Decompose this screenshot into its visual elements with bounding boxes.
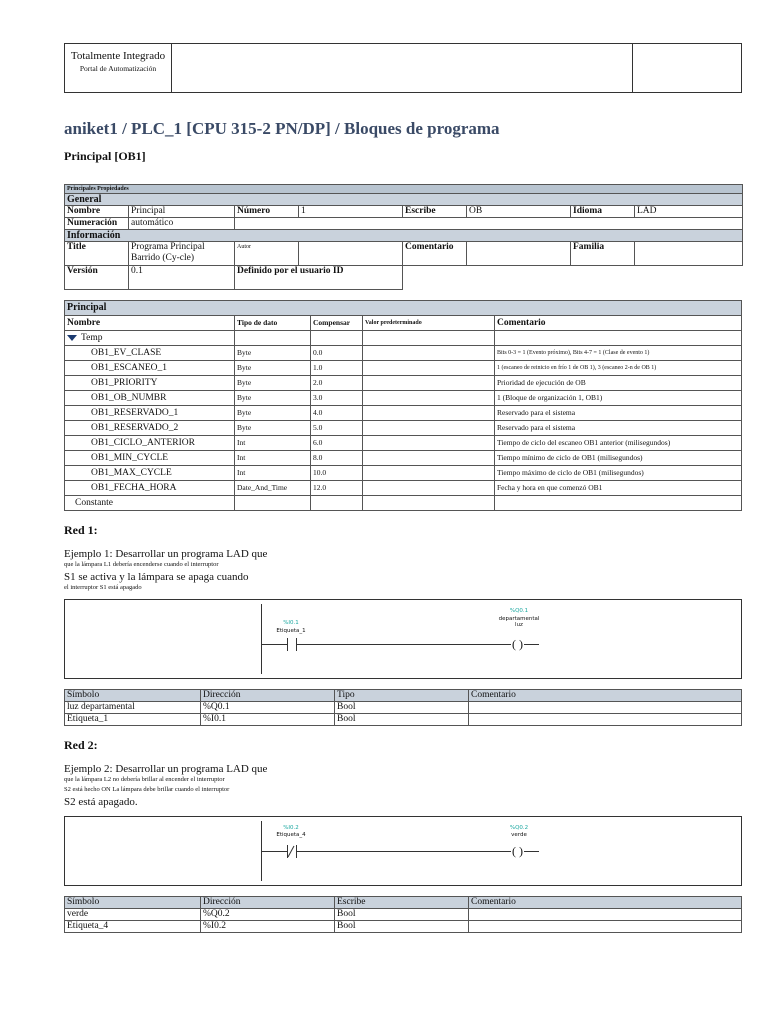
table-row — [65, 451, 742, 466]
var-default-cell — [363, 391, 495, 406]
expand-triangle-icon[interactable] — [67, 335, 77, 341]
var-default-cell — [363, 481, 495, 496]
page-title: aniket1 / PLC_1 [CPU 315-2 PN/DP] / Bloques de programa — [64, 119, 500, 138]
address-cell: %I0.2 — [201, 921, 335, 933]
var-name-cell: OB1_MAX_CYCLE — [65, 466, 235, 481]
symbol-cell: Etiqueta_1 — [65, 714, 201, 726]
coil-tag: verde — [511, 832, 527, 838]
var-comment-cell: Tiempo máximo de ciclo de OB1 (milisegundos) — [495, 466, 742, 481]
address-cell: %Q0.1 — [201, 702, 335, 714]
properties-bar: Principales Propiedades — [65, 185, 743, 194]
temp-section-toggle[interactable] — [65, 331, 235, 346]
col-header: Tipo de dato — [235, 316, 311, 331]
interface-rows — [65, 346, 742, 496]
rung-wire — [261, 644, 539, 645]
col-header: Símbolo — [65, 897, 201, 909]
comment-cell — [469, 909, 742, 921]
var-offset-cell: 3.0 — [311, 391, 363, 406]
table-row — [65, 361, 742, 376]
coil-tag: departamental — [498, 616, 540, 622]
var-offset-cell: 4.0 — [311, 406, 363, 421]
network-2-desc-4: S2 está apagado. — [64, 796, 138, 808]
var-default-cell — [363, 406, 495, 421]
symbol-header-row — [65, 897, 742, 909]
prop-label: Autor — [235, 242, 299, 266]
coil-address: %Q0.1 — [509, 608, 529, 614]
table-row — [65, 346, 742, 361]
var-comment-cell: 1 (escaneo de reinicio en frío 1 de OB 1), 3 (escaneo 2-n de OB 1) — [495, 361, 742, 376]
prop-value: 1 — [299, 206, 403, 218]
var-offset-cell: 2.0 — [311, 376, 363, 391]
contact-tag: Etiqueta_4 — [276, 832, 306, 838]
var-type-cell: Int — [235, 436, 311, 451]
network-2-desc-1: Ejemplo 2: Desarrollar un programa LAD que — [64, 763, 268, 775]
table-row — [65, 376, 742, 391]
var-offset-cell: 6.0 — [311, 436, 363, 451]
var-comment-cell: Bits 0-3 = 1 (Evento próximo), Bits 4-7 = 1 (Clase de evento 1) — [495, 346, 742, 361]
prop-label: Comentario — [403, 242, 467, 266]
var-default-cell — [363, 376, 495, 391]
col-header: Valor predeterminado — [363, 316, 495, 331]
var-default-cell — [363, 436, 495, 451]
network-2-desc-2: que la lámpara L2 no debería brillar al encender el interruptor — [64, 776, 225, 783]
empty-cell — [235, 218, 743, 230]
network-1-desc-1: Ejemplo 1: Desarrollar un programa LAD que — [64, 548, 268, 560]
network-1-desc-3: S1 se activa y la lámpara se apaga cuando — [64, 571, 249, 583]
var-default-cell — [363, 346, 495, 361]
address-cell: %Q0.2 — [201, 909, 335, 921]
contact-tag: Etiqueta_1 — [276, 628, 306, 634]
contact-address: %I0.1 — [283, 620, 299, 626]
interface-header-row — [65, 316, 742, 331]
var-type-cell: Byte — [235, 406, 311, 421]
interface-bar: Principal — [65, 301, 742, 316]
var-type-cell: Int — [235, 451, 311, 466]
nc-slash-icon — [287, 845, 295, 858]
empty-cell — [363, 331, 495, 346]
temp-row[interactable] — [65, 331, 742, 346]
prop-value: Principal — [129, 206, 235, 218]
network-1-ladder — [64, 599, 742, 679]
page-header — [64, 43, 742, 93]
prop-value: automático — [129, 218, 235, 230]
address-cell: %I0.1 — [201, 714, 335, 726]
network-1-symbol-table — [64, 689, 742, 726]
var-name-cell: OB1_RESERVADO_1 — [65, 406, 235, 421]
prop-label: Número — [235, 206, 299, 218]
coil-icon[interactable]: ( ) — [512, 844, 523, 858]
var-type-cell: Byte — [235, 376, 311, 391]
network-1-desc-4: el interruptor S1 está apagado — [64, 584, 142, 591]
var-offset-cell: 5.0 — [311, 421, 363, 436]
properties-table — [64, 184, 743, 290]
empty-cell — [495, 496, 742, 511]
var-name-cell: OB1_PRIORITY — [65, 376, 235, 391]
empty-cell — [403, 266, 743, 290]
col-header: Símbolo — [65, 690, 201, 702]
symbol-header-row — [65, 690, 742, 702]
prop-label: Title — [65, 242, 129, 266]
var-offset-cell: 12.0 — [311, 481, 363, 496]
table-row — [65, 909, 742, 921]
info-section: Información — [65, 230, 743, 242]
document-page — [64, 43, 742, 933]
var-default-cell — [363, 451, 495, 466]
col-header: Dirección — [201, 690, 335, 702]
coil-icon[interactable]: ( ) — [512, 637, 523, 651]
table-row — [65, 702, 742, 714]
var-comment-cell: 1 (Bloque de organización 1, OB1) — [495, 391, 742, 406]
prop-value: Programa Principal Barrido (Cy-cle) — [129, 242, 235, 266]
var-name-cell: OB1_MIN_CYCLE — [65, 451, 235, 466]
header-right-cell — [633, 44, 741, 92]
prop-value: LAD — [635, 206, 743, 218]
table-row — [65, 436, 742, 451]
var-type-cell: Byte — [235, 421, 311, 436]
network-2-symbol-table — [64, 896, 742, 933]
network-1-title: Red 1: — [64, 523, 98, 537]
var-default-cell — [363, 361, 495, 376]
var-default-cell — [363, 466, 495, 481]
info-row-2 — [65, 266, 743, 290]
prop-value — [467, 242, 571, 266]
var-comment-cell: Prioridad de ejecución de OB — [495, 376, 742, 391]
var-offset-cell: 0.0 — [311, 346, 363, 361]
block-title: Principal [OB1] — [64, 149, 146, 163]
var-comment-cell: Reservado para el sistema — [495, 421, 742, 436]
prop-label: Definido por el usuario ID — [235, 266, 403, 290]
var-type-cell: Byte — [235, 361, 311, 376]
logo-line-1: Totalmente Integrado — [70, 50, 166, 62]
col-header: Compensar — [311, 316, 363, 331]
var-comment-cell: Reservado para el sistema — [495, 406, 742, 421]
var-comment-cell: Tiempo mínimo de ciclo de OB1 (milisegundos) — [495, 451, 742, 466]
header-middle-cell — [172, 44, 633, 92]
prop-label: Familia — [571, 242, 635, 266]
power-rail — [261, 604, 262, 674]
table-row — [65, 466, 742, 481]
var-name-cell: OB1_CICLO_ANTERIOR — [65, 436, 235, 451]
var-name-cell: OB1_FECHA_HORA — [65, 481, 235, 496]
prop-label: Idioma — [571, 206, 635, 218]
var-type-cell: Byte — [235, 391, 311, 406]
empty-cell — [363, 496, 495, 511]
type-cell: Bool — [335, 714, 469, 726]
prop-label: Escribe — [403, 206, 467, 218]
info-row-1 — [65, 242, 743, 266]
constant-label: Constante — [65, 496, 235, 511]
symbol-cell: Etiqueta_4 — [65, 921, 201, 933]
contact-address: %I0.2 — [283, 825, 299, 831]
prop-value — [299, 242, 403, 266]
empty-cell — [235, 331, 311, 346]
col-header: Tipo — [335, 690, 469, 702]
table-row — [65, 714, 742, 726]
var-offset-cell: 8.0 — [311, 451, 363, 466]
col-header: Comentario — [469, 690, 742, 702]
col-header: Dirección — [201, 897, 335, 909]
logo-line-2: Portal de Automatización — [79, 64, 157, 73]
var-type-cell: Int — [235, 466, 311, 481]
interface-table — [64, 300, 742, 511]
type-cell: Bool — [335, 921, 469, 933]
coil-address: %Q0.2 — [509, 825, 529, 831]
prop-value: 0.1 — [129, 266, 235, 290]
prop-value — [635, 242, 743, 266]
var-name-cell: OB1_ESCANEO_1 — [65, 361, 235, 376]
col-header: Nombre — [65, 316, 235, 331]
table-row — [65, 921, 742, 933]
network-2-ladder — [64, 816, 742, 886]
var-type-cell: Byte — [235, 346, 311, 361]
prop-value: OB — [467, 206, 571, 218]
prop-label: Numeración — [65, 218, 129, 230]
constant-row — [65, 496, 742, 511]
var-name-cell: OB1_OB_NUMBR — [65, 391, 235, 406]
no-contact-icon[interactable] — [287, 638, 297, 651]
var-name-cell: OB1_RESERVADO_2 — [65, 421, 235, 436]
var-offset-cell: 1.0 — [311, 361, 363, 376]
var-default-cell — [363, 421, 495, 436]
table-row — [65, 406, 742, 421]
col-header: Escribe — [335, 897, 469, 909]
empty-cell — [235, 496, 311, 511]
var-comment-cell: Tiempo de ciclo del escaneo OB1 anterior (milisegundos) — [495, 436, 742, 451]
type-cell: Bool — [335, 909, 469, 921]
tia-logo — [65, 44, 172, 92]
comment-cell — [469, 921, 742, 933]
empty-cell — [311, 496, 363, 511]
general-section: General — [65, 194, 743, 206]
var-comment-cell: Fecha y hora en que comenzó OB1 — [495, 481, 742, 496]
general-row-1 — [65, 206, 743, 218]
network-2-desc-3: S2 está hecho ON La lámpara debe brillar cuando el interruptor — [64, 786, 230, 793]
table-row — [65, 391, 742, 406]
empty-cell — [311, 331, 363, 346]
empty-cell — [495, 331, 742, 346]
network-2-title: Red 2: — [64, 738, 98, 752]
coil-tag-2: luz — [515, 622, 523, 628]
col-header: Comentario — [469, 897, 742, 909]
type-cell: Bool — [335, 702, 469, 714]
prop-label: Nombre — [65, 206, 129, 218]
symbol-cell: verde — [65, 909, 201, 921]
prop-label: Versión — [65, 266, 129, 290]
temp-label: Temp — [81, 333, 103, 343]
comment-cell — [469, 714, 742, 726]
general-row-2 — [65, 218, 743, 230]
col-header: Comentario — [495, 316, 742, 331]
symbol-cell: luz departamental — [65, 702, 201, 714]
table-row — [65, 421, 742, 436]
var-type-cell: Date_And_Time — [235, 481, 311, 496]
var-offset-cell: 10.0 — [311, 466, 363, 481]
network-1-desc-2: que la lámpara L1 debería encenderse cuando el interruptor — [64, 561, 219, 568]
var-name-cell: OB1_EV_CLASE — [65, 346, 235, 361]
table-row — [65, 481, 742, 496]
rung-wire — [261, 851, 539, 852]
comment-cell — [469, 702, 742, 714]
